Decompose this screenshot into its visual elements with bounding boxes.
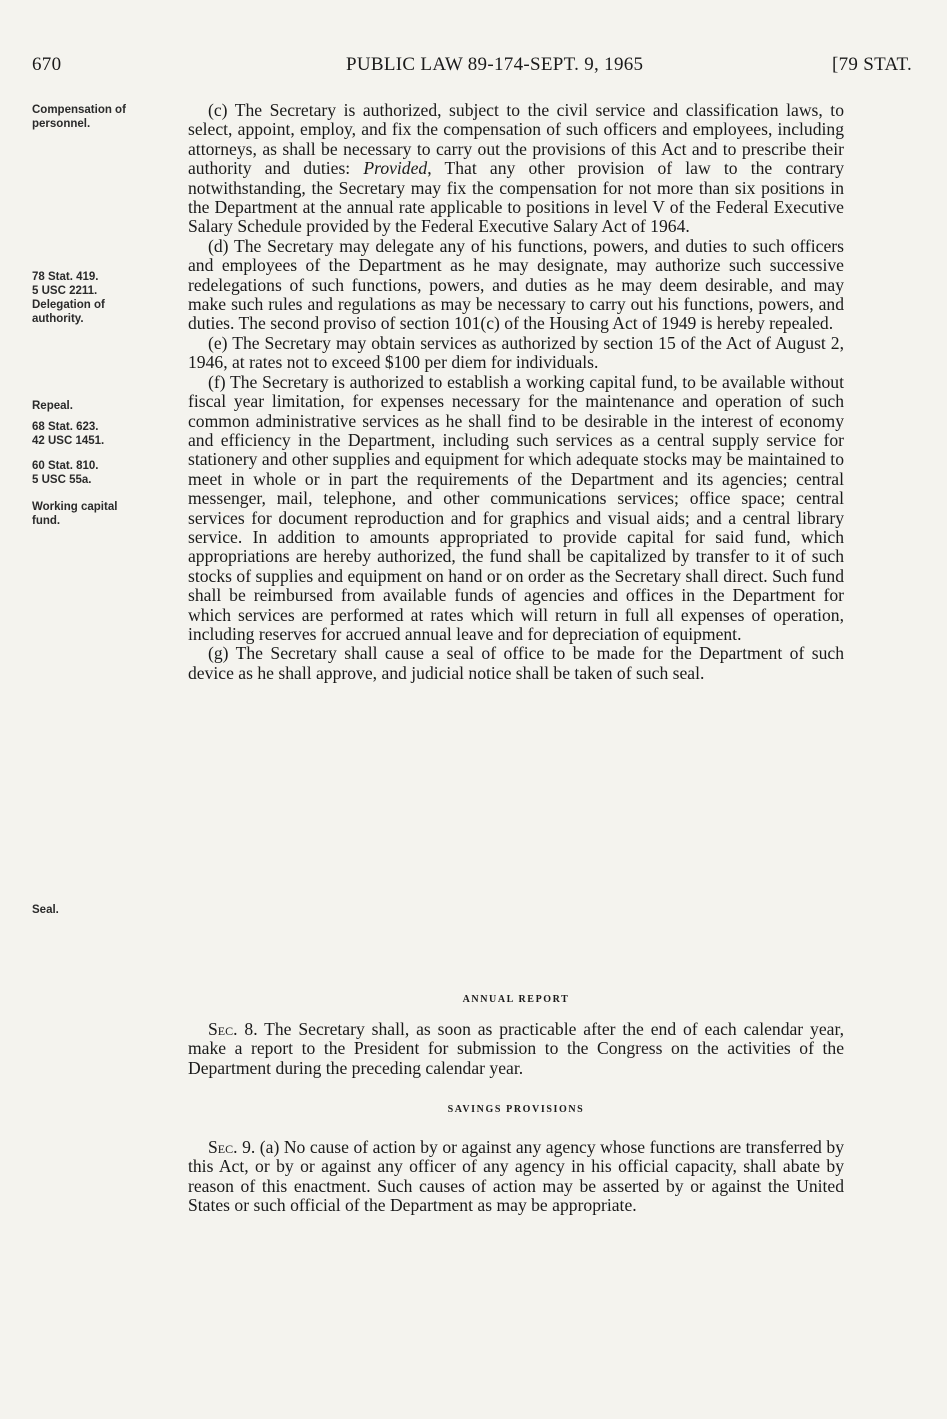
subsection-c: (c) The Secretary is authorized, subject to the civil service and classification laws, to select, appoint, employ, and fix the compensation of such officers and employees, including attorneys, as shall be necessary to carry out the provisions of this Act and to prescribe their authority and duties: Provided, That any other provision of law to the contrary notwithstanding, the Secretary may fix the compensation for not more than six positions in the Department at the annual rate applicable to positions in level V of the Federal Executive Salary Schedule provided by the Federal Executive Salary Act of 1964. xyxy=(188,100,844,237)
page-number: 670 xyxy=(32,54,62,75)
section-8: Sec. 8. The Secretary shall, as soon as practicable after the end of each calendar year, make a report to the President for submission to the Congress on the activities of the Department during the preceding calendar year. xyxy=(188,1019,844,1078)
statute-volume: [79 STAT. xyxy=(832,54,912,75)
page-header xyxy=(32,54,912,82)
margin-note-compensation: Compensation of personnel. xyxy=(32,104,126,130)
subsection-d: (d) The Secretary may delegate any of his functions, powers, and duties to such officers and employees of the Department as he may designate, may authorize such successive redelegations of such functions, powers, and duties as he may deem desirable, and may make such rules and regulations as may be necessary to carry out his functions, powers, and duties. The second proviso of section 101(c) of the Housing Act of 1949 is hereby repealed. xyxy=(188,235,844,334)
subsection-g: (g) The Secretary shall cause a seal of office to be made for the Department of such device as he shall approve, and judicial notice shall be taken of such seal. xyxy=(188,643,844,683)
margin-note-repeal: Repeal. xyxy=(32,400,73,412)
section-9: Sec. 9. (a) No cause of action by or against any agency whose functions are transferred by this Act, or by or against any officer of any agency in his official capacity, shall abate by reason of this enactment. Such causes of action may be asserted by or against the United States or such official of the Department as may be appropriate. xyxy=(188,1137,844,1216)
body-text xyxy=(188,101,844,683)
margin-note-seal: Seal. xyxy=(32,904,59,916)
margin-note-services-ref: 60 Stat. 810. 5 USC 55a. xyxy=(32,460,99,486)
subsection-e: (e) The Secretary may obtain services as authorized by section 15 of the Act of August 2, 1946, at rates not to exceed $100 per diem for individuals. xyxy=(188,332,844,373)
margin-note-housing-ref: 68 Stat. 623. 42 USC 1451. xyxy=(32,421,105,447)
running-title: PUBLIC LAW 89-174-SEPT. 9, 1965 xyxy=(346,54,644,75)
savings-provisions-heading: SAVINGS PROVISIONS xyxy=(447,1104,585,1115)
margin-note-delegation: 78 Stat. 419. 5 USC 2211. Delegation of authority. xyxy=(32,271,105,325)
annual-report-heading: ANNUAL REPORT xyxy=(462,994,570,1005)
subsection-f: (f) The Secretary is authorized to establish a working capital fund, to be available without fiscal year limitation, for expenses necessary for the maintenance and operation of such common administrative services as he shall find to be desirable in the interest of economy and efficiency in the Department, including such services as a central supply service for stationery and other supplies and equipment for which adequate stocks may be maintained to meet in whole or in part the requirements of the Department and its agencies; central messenger, mail, telephone, and other communications services; office space; central services for document reproduction and for graphics and visual aids; and a central library service. In addition to amounts appropriated to provide capital for said fund, which appropriations are hereby authorized, the fund shall be capitalized by transfer to it of such stocks of supplies and equipment on hand or on order as the Secretary shall direct. Such fund shall be reimbursed from available funds of agencies and offices in the Department for which services are performed at rates which will return in full all expenses of operation, including reserves for accrued annual leave and for depreciation of equipment. xyxy=(188,371,844,644)
margin-note-working-capital: Working capital fund. xyxy=(32,501,118,527)
